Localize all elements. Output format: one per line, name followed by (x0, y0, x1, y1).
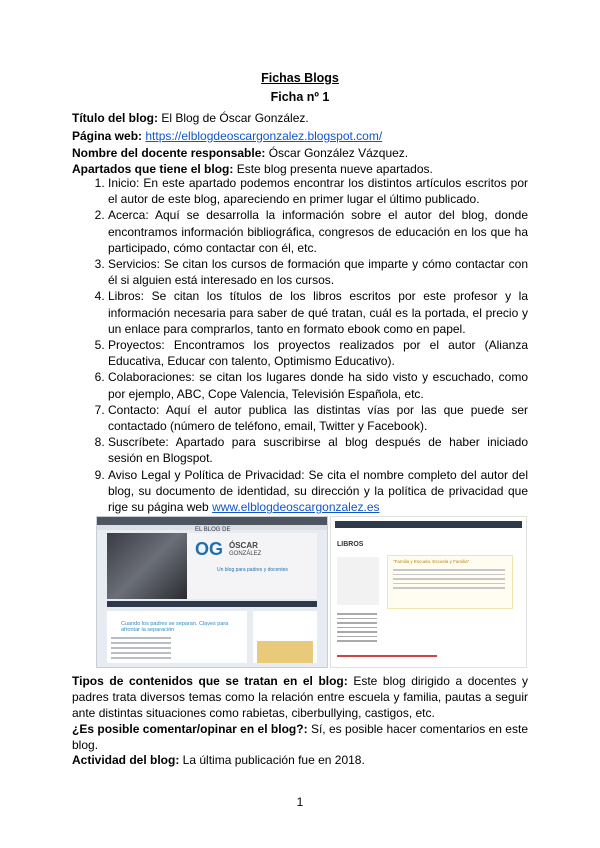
blog-nav-bar (107, 601, 317, 607)
list-item: 8. Suscríbete: Apartado para suscribirse al blog después de haber iniciado sesión en Blogspot. (108, 434, 528, 466)
comments-label: ¿Es posible comentar/opinar en el blog?: (72, 722, 308, 736)
web-link[interactable]: https://elblogdeoscargonzalez.blogspot.com/ (145, 129, 383, 143)
book-details-lines (337, 613, 377, 645)
comments-value: Sí, es posible hacer comentarios en este blog. (72, 722, 528, 752)
list-item: 6. Colaboraciones: se citan los lugares donde ha sido visto y escuchado, como por ejemplo, ABC, Cope Valencia, Televisión Española, etc. (108, 369, 528, 401)
list-item (108, 467, 528, 516)
teacher-line (72, 145, 528, 161)
logo-name-last: GONZÁLEZ (229, 551, 262, 557)
content-types-paragraph (72, 673, 528, 721)
book-text-lines (393, 569, 505, 592)
og-logo: OG (195, 539, 224, 559)
activity-line (72, 752, 528, 768)
blog-homepage-screenshot (96, 516, 328, 668)
logo-name-first: ÓSCAR (229, 541, 258, 550)
blog-tagline: Un blog para padres y docentes (217, 567, 288, 573)
list-item: 7. Contacto: Aquí el autor publica las distintas vías por las que puede ser contactado (número de teléfono, email, Twitter y Facebook). (108, 402, 528, 434)
browser-bar (97, 517, 327, 525)
page-number: 1 (296, 795, 304, 809)
list-item: 3. Servicios: Se citan los cursos de formación que imparte y cómo contactar con él si alguien está interesado en los cursos. (108, 256, 528, 288)
list-item: 4. Libros: Se citan los títulos de los libros escritos por este profesor y la información necesaria para saber de qué tratan, cuál es la portada, el precio y un enlace para comprarlos, tanto en formato ebook como en papel. (108, 288, 528, 337)
section9-text: Aviso Legal y Política de Privacidad: Se cita el nombre completo del autor del blog, su documento de identidad, su dirección y la política de privacidad que rige su página web (108, 467, 528, 515)
document-title: Fichas Blogs (261, 71, 339, 85)
book-title: "Familia y Escuela. Escuela y Familia" (393, 559, 470, 564)
blog-nav-bar (335, 521, 522, 528)
document-subtitle: Ficha nº 1 (270, 90, 330, 104)
book-cover (337, 557, 379, 605)
book-link-line (337, 655, 437, 657)
web-line (72, 128, 528, 144)
activity-label: Actividad del blog: (72, 753, 180, 767)
blog-books-screenshot (330, 516, 527, 668)
blog-title-value: El Blog de Óscar González. (157, 111, 309, 125)
activity-value: La última publicación fue en 2018. (179, 753, 365, 767)
sections-label: Apartados que tiene el blog: (72, 162, 234, 176)
blog-title-line (72, 110, 528, 126)
comments-paragraph (72, 721, 528, 753)
content-types-label: Tipos de contenidos que se tratan en el blog: (72, 674, 348, 688)
list-item: 1. Inicio: En este apartado podemos encontrar los distintos artículos escritos por el autor de este blog, apareciendo en primer lugar el último publicado. (108, 175, 528, 207)
author-photo (107, 533, 187, 599)
sections-value: Este blog presenta nueve apartados. (233, 162, 433, 176)
post-title: Cuando los padres se separan. Claves para afrontar la separación (121, 621, 229, 633)
teacher-label: Nombre del docente responsable: (72, 146, 266, 160)
blog-title-label: Título del blog: (72, 111, 158, 125)
web-label: Página web: (72, 129, 143, 143)
blog-label: EL BLOG DE (195, 527, 231, 533)
teacher-value: Óscar González Vázquez. (265, 146, 409, 160)
sidebar-image (257, 641, 313, 663)
sections-list (72, 175, 528, 515)
post-text-lines (111, 637, 171, 662)
list-item: 2. Acerca: Aquí se desarrolla la información sobre el autor del blog, donde encontramos información bibliográfica, congresos de educación en los que ha participado, cómo contactar con él, etc. (108, 207, 528, 256)
list-item: 5. Proyectos: Encontramos los proyectos realizados por el autor (Alianza Educativa, Educar con talento, Optimismo Educativo). (108, 337, 528, 369)
content-types-value: Este blog dirigido a docentes y padres trata diversos temas como la relación entre escuela y familia, pautas a seguir ante distintas situaciones como rabietas, ciberbullying, castigos, etc. (72, 674, 528, 720)
section9-link[interactable]: www.elblogdeoscargonzalez.es (212, 500, 380, 515)
books-heading: LIBROS (337, 541, 364, 548)
